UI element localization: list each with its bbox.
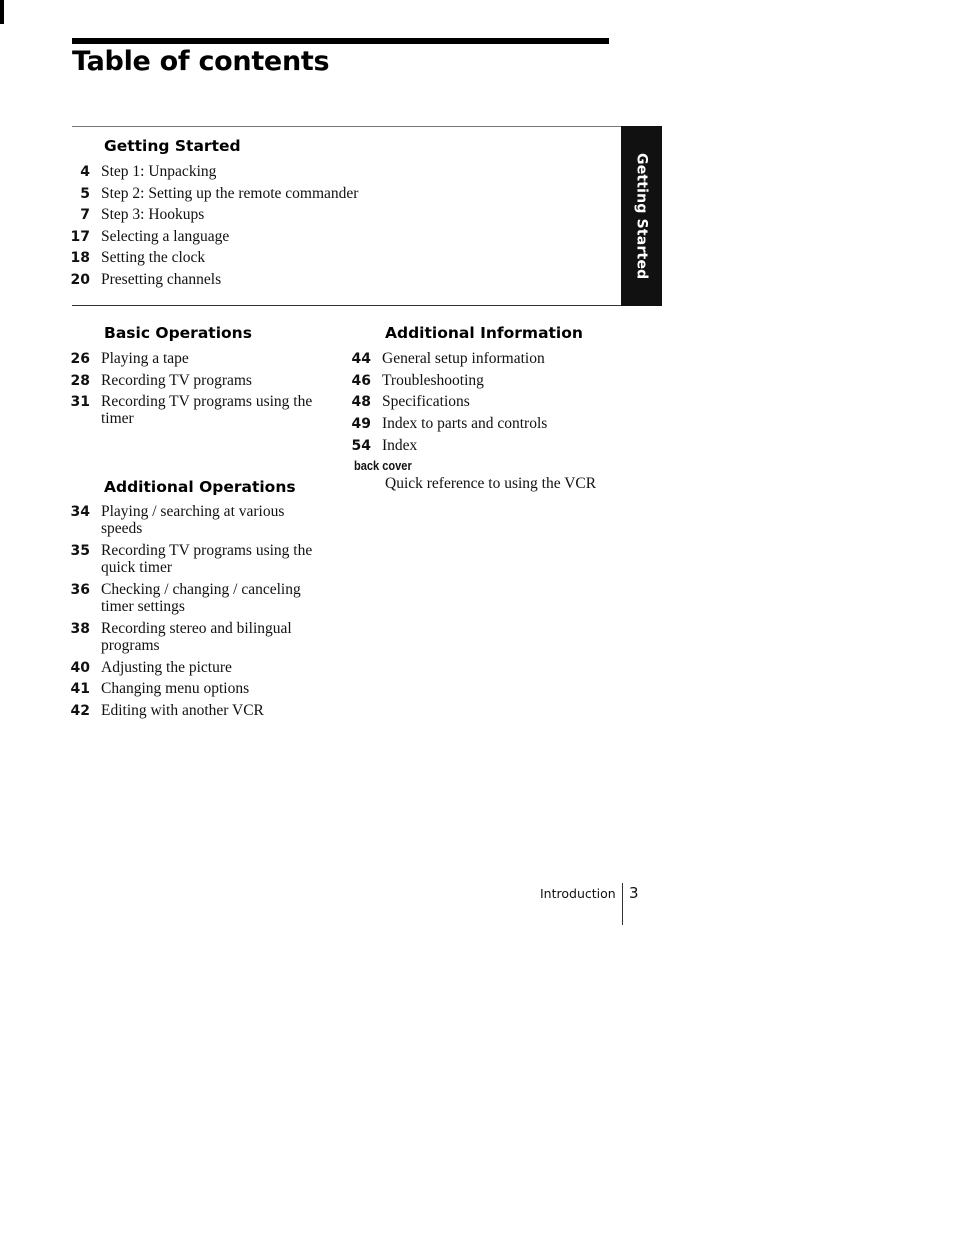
toc-entry-title: Playing / searching at various speeds [101, 503, 285, 537]
additional-operations-heading: Additional Operations [104, 478, 296, 496]
toc-entry-title: Selecting a language [101, 228, 230, 245]
toc-page-number: 17 [70, 229, 90, 245]
toc-entry-title: Recording TV programs using the timer [101, 393, 313, 427]
toc-entry-title: Troubleshooting [382, 372, 484, 389]
toc-entry-title: Recording TV programs [101, 372, 252, 389]
toc-page-number: 26 [70, 351, 90, 367]
footer-section-label: Introduction [540, 886, 616, 901]
toc-entry-title: Setting the clock [101, 249, 206, 266]
page-number: 3 [629, 884, 639, 902]
toc-entry-title: General setup information [382, 350, 545, 367]
toc-entry-title: Presetting channels [101, 271, 222, 288]
toc-page-number: 41 [70, 681, 90, 697]
toc-page-number: 49 [351, 416, 371, 432]
back-cover-label: back cover [354, 458, 412, 473]
toc-entry-title: Recording TV programs using the quick timer [101, 542, 313, 576]
back-cover-entry[interactable]: Quick reference to using the VCR [385, 475, 597, 492]
toc-page-number: 36 [70, 582, 90, 598]
toc-page-number: 20 [70, 272, 90, 288]
toc-page-number: 54 [351, 438, 371, 454]
toc-entry-title: Specifications [382, 393, 470, 410]
side-tab [621, 126, 662, 306]
toc-entry-title: Recording stereo and bilingual programs [101, 620, 292, 654]
toc-page-number: 4 [80, 164, 90, 180]
toc-page-number: 7 [80, 207, 90, 223]
toc-page-number: 42 [70, 703, 90, 719]
toc-entry-title: Step 1: Unpacking [101, 163, 217, 180]
toc-page-number: 38 [70, 621, 90, 637]
toc-entry-title: Checking / changing / canceling timer settings [101, 581, 301, 615]
toc-entry-title: Changing menu options [101, 680, 250, 697]
section-divider-top [72, 126, 622, 127]
margin-mark [0, 0, 4, 24]
section-divider-bottom [72, 305, 622, 306]
toc-page-number: 48 [351, 394, 371, 410]
side-tab-label: Getting Started [633, 152, 650, 280]
additional-information-heading: Additional Information [385, 324, 583, 342]
toc-page-number: 46 [351, 373, 371, 389]
toc-page-number: 34 [70, 504, 90, 520]
toc-page-number: 31 [70, 394, 90, 410]
toc-entry-title: Index [382, 437, 418, 454]
toc-page-number: 28 [70, 373, 90, 389]
footer-divider [622, 883, 623, 925]
toc-page-number: 40 [70, 660, 90, 676]
toc-entry-title: Editing with another VCR [101, 702, 264, 719]
page-title: Table of contents [72, 46, 330, 77]
toc-page-number: 44 [351, 351, 371, 367]
toc-page-number: 5 [80, 186, 90, 202]
toc-entry-title: Index to parts and controls [382, 415, 548, 432]
title-rule [72, 38, 609, 44]
toc-entry-title: Step 2: Setting up the remote commander [101, 185, 359, 202]
toc-entry-title: Adjusting the picture [101, 659, 232, 676]
basic-operations-heading: Basic Operations [104, 324, 252, 342]
toc-entry-title: Step 3: Hookups [101, 206, 205, 223]
toc-page-number: 18 [70, 250, 90, 266]
getting-started-heading: Getting Started [104, 137, 241, 155]
toc-page-number: 35 [70, 543, 90, 559]
toc-entry-title: Playing a tape [101, 350, 189, 367]
